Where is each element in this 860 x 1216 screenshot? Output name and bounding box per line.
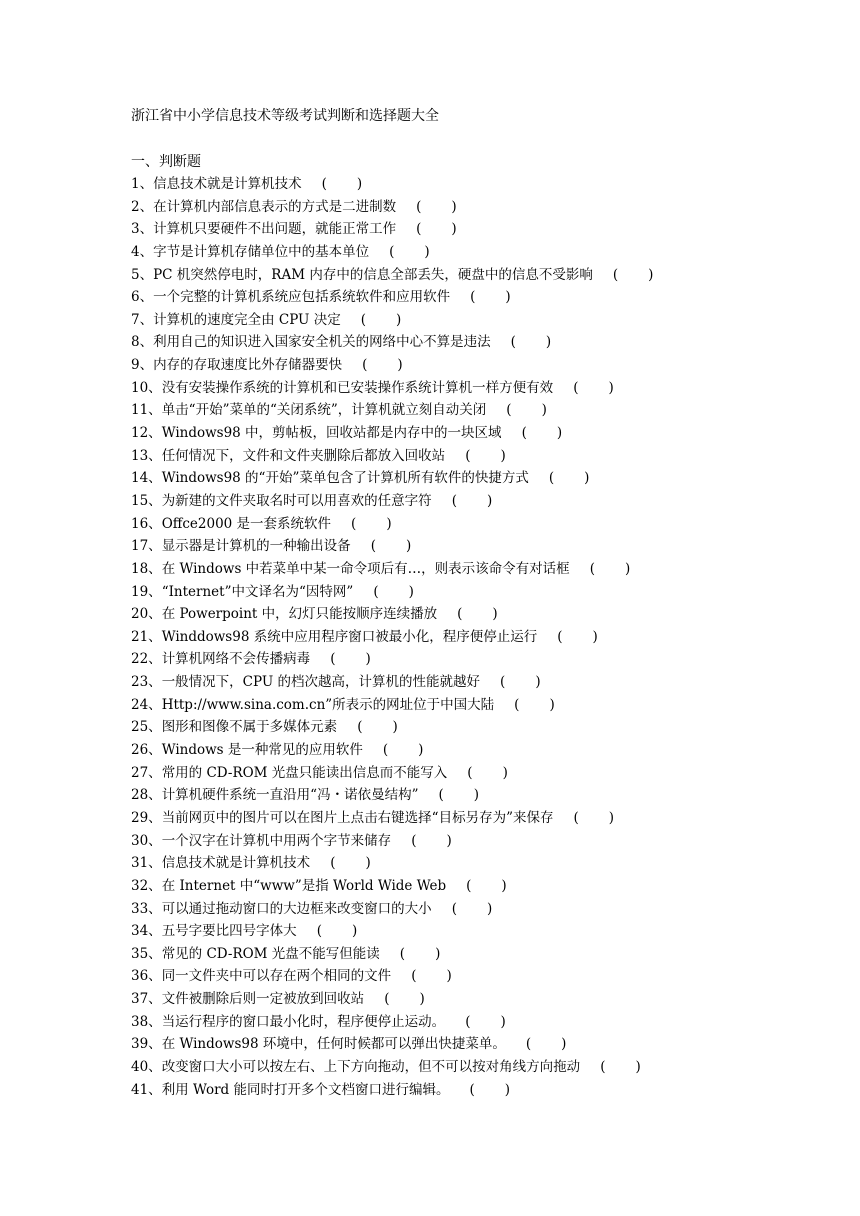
answer-blank-close: ) xyxy=(446,832,452,849)
answer-blank[interactable] xyxy=(511,331,552,354)
answer-blank-open: ( xyxy=(466,877,472,894)
question-item xyxy=(131,286,831,309)
question-item xyxy=(131,535,831,558)
question-text: 改变窗口大小可以按左右、上下方向拖动，但不可以按对角线方向拖动 xyxy=(161,1058,581,1075)
question-text: 计算机网络不会传播病毒 xyxy=(161,651,311,668)
question-item xyxy=(131,1033,831,1056)
question-item xyxy=(131,581,831,604)
answer-blank-close: ) xyxy=(624,560,631,577)
answer-blank[interactable] xyxy=(574,807,615,830)
question-text: Windows 是一种常见的应用软件 xyxy=(161,742,363,759)
question-number: 18、 xyxy=(131,560,162,577)
question-number: 30、 xyxy=(131,832,162,849)
question-number: 10、 xyxy=(131,379,162,396)
question-text: PC 机突然停电时，RAM 内存中的信息全部丢失，硬盘中的信息不受影响 xyxy=(153,266,593,283)
answer-blank-open: ( xyxy=(465,1013,471,1030)
answer-blank[interactable] xyxy=(465,445,506,468)
question-item xyxy=(131,264,831,287)
answer-blank-close: ) xyxy=(592,628,598,645)
question-number: 22、 xyxy=(131,651,162,668)
question-number: 3、 xyxy=(131,221,154,238)
answer-blank-open: ( xyxy=(438,787,444,804)
question-text: 没有安装操作系统的计算机和已安装操作系统计算机一样方便有效 xyxy=(161,379,554,396)
answer-blank[interactable] xyxy=(457,603,498,626)
section-heading: 一、判断题 xyxy=(131,154,201,170)
answer-blank-open: ( xyxy=(399,945,406,962)
answer-blank-open: ( xyxy=(389,243,395,260)
question-text: 信息技术就是计算机技术 xyxy=(153,176,302,192)
question-text: 计算机硬件系统一直沿用“冯・诺依曼结构” xyxy=(161,787,419,804)
answer-blank-open: ( xyxy=(506,402,512,419)
question-item xyxy=(131,422,831,445)
question-text: 在 Internet 中“www”是指 World Wide Web xyxy=(161,877,447,894)
question-text: 当运行程序的窗口最小化时，程序便停止运动。 xyxy=(161,1013,446,1030)
question-number: 13、 xyxy=(131,447,162,464)
answer-blank-open: ( xyxy=(470,289,476,306)
question-text: 同一文件夹中可以存在两个相同的文件 xyxy=(161,968,392,985)
answer-blank[interactable] xyxy=(384,988,425,1011)
answer-blank-close: ) xyxy=(473,787,480,804)
question-item xyxy=(131,309,831,332)
question-number: 37、 xyxy=(131,991,162,1008)
question-item xyxy=(131,173,831,196)
question-number: 9、 xyxy=(131,357,154,374)
answer-blank-open: ( xyxy=(525,1036,532,1053)
answer-blank[interactable] xyxy=(416,218,457,241)
answer-blank-close: ) xyxy=(365,651,371,668)
question-number: 7、 xyxy=(131,311,154,328)
question-text: 在 Windows98 环境中，任何时候都可以弹出快捷菜单。 xyxy=(161,1036,506,1053)
answer-blank-open: ( xyxy=(357,719,363,736)
question-number: 28、 xyxy=(131,787,162,804)
answer-blank-open: ( xyxy=(467,764,473,781)
answer-blank-close: ) xyxy=(396,311,402,328)
answer-blank-close: ) xyxy=(545,334,552,351)
question-item xyxy=(131,1011,831,1034)
answer-blank-close: ) xyxy=(556,425,563,442)
answer-blank[interactable] xyxy=(452,490,493,513)
answer-blank-close: ) xyxy=(501,877,507,894)
question-number: 12、 xyxy=(131,425,162,442)
question-number: 19、 xyxy=(131,583,162,600)
question-number: 32、 xyxy=(131,877,162,894)
question-item xyxy=(131,490,831,513)
answer-blank[interactable] xyxy=(411,830,452,853)
answer-blank-close: ) xyxy=(419,991,425,1008)
question-text: 利用自己的知识进入国家安全机关的网络中心不算是违法 xyxy=(153,334,491,351)
question-text: 单击“开始”菜单的“关闭系统”，计算机就立刻自动关闭 xyxy=(161,402,487,419)
question-number: 6、 xyxy=(131,289,154,306)
answer-blank-open: ( xyxy=(510,334,516,351)
answer-blank[interactable] xyxy=(452,898,493,921)
question-number: 36、 xyxy=(131,968,162,985)
answer-blank[interactable] xyxy=(439,784,480,807)
answer-blank-close: ) xyxy=(549,696,555,713)
answer-blank-close: ) xyxy=(486,900,493,917)
answer-blank-close: ) xyxy=(451,198,457,215)
answer-blank-open: ( xyxy=(573,809,579,826)
answer-blank-close: ) xyxy=(446,968,452,985)
question-text: Winddows98 系统中应用程序窗口被最小化，程序便停止运行 xyxy=(161,628,538,645)
question-text: 计算机的速度完全由 CPU 决定 xyxy=(153,311,341,328)
question-list xyxy=(131,173,831,1101)
question-item xyxy=(131,830,831,853)
answer-blank-open: ( xyxy=(382,742,389,759)
answer-blank[interactable] xyxy=(357,716,398,739)
answer-blank[interactable] xyxy=(416,196,457,219)
question-item xyxy=(131,784,831,807)
question-number: 23、 xyxy=(131,674,162,691)
question-number: 16、 xyxy=(131,515,162,532)
answer-blank[interactable] xyxy=(322,173,363,196)
answer-blank-close: ) xyxy=(504,1081,511,1098)
answer-blank-open: ( xyxy=(465,447,471,464)
answer-blank-close: ) xyxy=(500,447,506,464)
question-number: 34、 xyxy=(131,923,162,940)
question-number: 38、 xyxy=(131,1013,162,1030)
answer-blank-close: ) xyxy=(365,855,371,872)
answer-blank[interactable] xyxy=(573,377,614,400)
answer-blank-open: ( xyxy=(451,900,457,917)
answer-blank-close: ) xyxy=(424,243,430,260)
answer-blank-close: ) xyxy=(451,221,457,238)
answer-blank-close: ) xyxy=(505,289,511,306)
question-item xyxy=(131,196,831,219)
question-item xyxy=(131,513,831,536)
question-text: Windows98 中，剪帖板，回收站都是内存中的一块区域 xyxy=(161,425,502,442)
answer-blank[interactable] xyxy=(465,1011,506,1034)
answer-blank-open: ( xyxy=(573,379,579,396)
answer-blank-open: ( xyxy=(469,1081,475,1098)
question-number: 33、 xyxy=(131,900,162,917)
question-text: 文件被删除后则一定被放到回收站 xyxy=(161,991,365,1008)
question-number: 21、 xyxy=(131,628,162,645)
answer-blank-close: ) xyxy=(635,1058,641,1075)
answer-blank[interactable] xyxy=(549,467,590,490)
answer-blank[interactable] xyxy=(613,264,654,287)
answer-blank-open: ( xyxy=(411,968,417,985)
answer-blank-close: ) xyxy=(392,719,398,736)
answer-blank-close: ) xyxy=(535,674,541,691)
question-number: 11、 xyxy=(131,402,162,419)
question-number: 41、 xyxy=(131,1081,162,1098)
answer-blank[interactable] xyxy=(470,286,511,309)
answer-blank[interactable] xyxy=(590,558,631,581)
answer-blank[interactable] xyxy=(373,581,414,604)
question-item xyxy=(131,762,831,785)
answer-blank-open: ( xyxy=(600,1058,606,1075)
answer-blank-close: ) xyxy=(418,742,424,759)
question-item xyxy=(131,898,831,921)
answer-blank[interactable] xyxy=(522,422,563,445)
answer-blank[interactable] xyxy=(467,762,508,785)
answer-blank-close: ) xyxy=(492,606,498,623)
question-number: 15、 xyxy=(131,492,162,509)
question-text: Offce2000 是一套系统软件 xyxy=(161,515,332,532)
answer-blank[interactable] xyxy=(500,671,541,694)
question-text: 常用的 CD-ROM 光盘只能读出信息而不能写入 xyxy=(161,764,448,781)
question-item xyxy=(131,399,831,422)
question-number: 2、 xyxy=(131,198,154,215)
answer-blank-close: ) xyxy=(584,470,590,487)
document-page xyxy=(131,105,831,1101)
question-text: 常见的 CD-ROM 光盘不能写但能读 xyxy=(161,945,380,962)
question-item xyxy=(131,943,831,966)
question-text: 在计算机内部信息表示的方式是二进制数 xyxy=(153,198,397,215)
answer-blank-open: ( xyxy=(589,560,595,577)
question-text: 当前网页中的图片可以在图片上点击右键选择“目标另存为”来保存 xyxy=(161,809,554,826)
answer-blank-close: ) xyxy=(397,357,403,374)
answer-blank-close: ) xyxy=(541,402,547,419)
question-text: Windows98 的“开始”菜单包含了计算机所有软件的快捷方式 xyxy=(161,470,529,487)
answer-blank-open: ( xyxy=(416,221,422,238)
question-text: 内存的存取速度比外存储器要快 xyxy=(153,357,343,374)
answer-blank-close: ) xyxy=(356,176,363,192)
answer-blank-open: ( xyxy=(451,492,457,509)
document-title: 浙江省中小学信息技术等级考试判断和选择题大全 xyxy=(131,108,439,124)
question-number: 40、 xyxy=(131,1058,162,1075)
answer-blank-open: ( xyxy=(321,176,327,192)
question-text: 字节是计算机存储单位中的基本单位 xyxy=(153,243,370,260)
question-number: 1、 xyxy=(131,176,154,192)
question-item xyxy=(131,1079,831,1102)
answer-blank-close: ) xyxy=(486,492,493,509)
question-text: 显示器是计算机的一种输出设备 xyxy=(161,538,351,555)
answer-blank-open: ( xyxy=(500,674,506,691)
answer-blank-open: ( xyxy=(360,311,367,328)
question-number: 24、 xyxy=(131,696,162,713)
question-number: 25、 xyxy=(131,719,162,736)
answer-blank-open: ( xyxy=(548,470,555,487)
answer-blank[interactable] xyxy=(361,309,402,332)
question-item xyxy=(131,445,831,468)
question-text: 图形和图像不属于多媒体元素 xyxy=(161,719,338,736)
question-item xyxy=(131,218,831,241)
question-item xyxy=(131,331,831,354)
answer-blank-close: ) xyxy=(386,515,392,532)
question-text: 为新建的文件夹取名时可以用喜欢的任意字符 xyxy=(161,492,432,509)
answer-blank-close: ) xyxy=(435,945,441,962)
answer-blank-open: ( xyxy=(316,923,322,940)
answer-blank-open: ( xyxy=(362,357,368,374)
question-text: 信息技术就是计算机技术 xyxy=(161,855,311,872)
question-number: 31、 xyxy=(131,855,162,872)
answer-blank-close: ) xyxy=(648,266,654,283)
question-item xyxy=(131,1056,831,1079)
question-number: 17、 xyxy=(131,538,162,555)
question-item xyxy=(131,467,831,490)
question-item xyxy=(131,671,831,694)
answer-blank-close: ) xyxy=(502,764,508,781)
question-item xyxy=(131,354,831,377)
question-item xyxy=(131,377,831,400)
question-text: 计算机只要硬件不出问题，就能正常工作 xyxy=(153,221,397,238)
answer-blank-close: ) xyxy=(608,379,614,396)
answer-blank[interactable] xyxy=(351,513,392,536)
answer-blank-open: ( xyxy=(384,991,390,1008)
answer-blank[interactable] xyxy=(371,535,412,558)
question-item xyxy=(131,988,831,1011)
question-item xyxy=(131,603,831,626)
question-number: 5、 xyxy=(131,266,154,283)
question-number: 27、 xyxy=(131,764,162,781)
question-item xyxy=(131,716,831,739)
question-text: 利用 Word 能同时打开多个文档窗口进行编辑。 xyxy=(161,1081,450,1098)
answer-blank[interactable] xyxy=(389,241,430,264)
answer-blank[interactable] xyxy=(506,399,547,422)
question-text: 在 Windows 中若菜单中某一命令项后有…，则表示该命令有对话框 xyxy=(161,560,570,577)
question-number: 20、 xyxy=(131,606,162,623)
question-text: “Internet”中文译名为“因特网” xyxy=(161,583,354,600)
answer-blank-close: ) xyxy=(351,923,358,940)
question-item xyxy=(131,875,831,898)
question-item xyxy=(131,558,831,581)
question-item xyxy=(131,965,831,988)
answer-blank-close: ) xyxy=(561,1036,567,1053)
answer-blank[interactable] xyxy=(330,852,371,875)
answer-blank[interactable] xyxy=(317,920,358,943)
answer-blank-close: ) xyxy=(500,1013,506,1030)
answer-blank[interactable] xyxy=(411,965,452,988)
answer-blank[interactable] xyxy=(330,648,371,671)
question-text: 可以通过拖动窗口的大边框来改变窗口的大小 xyxy=(161,900,432,917)
question-number: 4、 xyxy=(131,243,154,260)
answer-blank-close: ) xyxy=(608,809,615,826)
answer-blank[interactable] xyxy=(526,1033,567,1056)
answer-blank-close: ) xyxy=(408,583,414,600)
answer-blank-open: ( xyxy=(416,198,422,215)
answer-blank-open: ( xyxy=(370,538,376,555)
question-number: 29、 xyxy=(131,809,162,826)
answer-blank[interactable] xyxy=(469,1079,510,1102)
answer-blank[interactable] xyxy=(400,943,441,966)
answer-blank[interactable] xyxy=(557,626,598,649)
question-item xyxy=(131,241,831,264)
answer-blank-open: ( xyxy=(351,515,357,532)
question-item xyxy=(131,852,831,875)
question-item xyxy=(131,739,831,762)
question-number: 39、 xyxy=(131,1036,162,1053)
answer-blank-open: ( xyxy=(612,266,619,283)
question-text: 任何情况下，文件和文件夹删除后都放入回收站 xyxy=(161,447,446,464)
question-text: 五号字要比四号字体大 xyxy=(161,923,297,940)
answer-blank[interactable] xyxy=(600,1056,641,1079)
answer-blank-open: ( xyxy=(557,628,563,645)
answer-blank[interactable] xyxy=(362,354,403,377)
question-text: 在 Powerpoint 中，幻灯只能按顺序连续播放 xyxy=(161,606,438,623)
answer-blank[interactable] xyxy=(514,694,555,717)
question-number: 14、 xyxy=(131,470,162,487)
question-text: 一个完整的计算机系统应包括系统软件和应用软件 xyxy=(153,289,451,306)
answer-blank-open: ( xyxy=(330,855,336,872)
question-number: 35、 xyxy=(131,945,162,962)
answer-blank-open: ( xyxy=(373,583,379,600)
answer-blank[interactable] xyxy=(383,739,424,762)
question-text: 一个汉字在计算机中用两个字节来储存 xyxy=(161,832,392,849)
question-text: Http://www.sina.com.cn”所表示的网址位于中国大陆 xyxy=(161,696,495,713)
question-text: 一般情况下，CPU 的档次越高，计算机的性能就越好 xyxy=(161,674,481,691)
question-item xyxy=(131,648,831,671)
question-number: 26、 xyxy=(131,742,162,759)
answer-blank-open: ( xyxy=(330,651,336,668)
answer-blank[interactable] xyxy=(466,875,507,898)
answer-blank-open: ( xyxy=(411,832,417,849)
question-number: 8、 xyxy=(131,334,154,351)
answer-blank-open: ( xyxy=(521,425,527,442)
question-item xyxy=(131,694,831,717)
question-item xyxy=(131,626,831,649)
question-item xyxy=(131,920,831,943)
question-item xyxy=(131,807,831,830)
answer-blank-open: ( xyxy=(514,696,520,713)
answer-blank-open: ( xyxy=(457,606,463,623)
answer-blank-close: ) xyxy=(405,538,412,555)
